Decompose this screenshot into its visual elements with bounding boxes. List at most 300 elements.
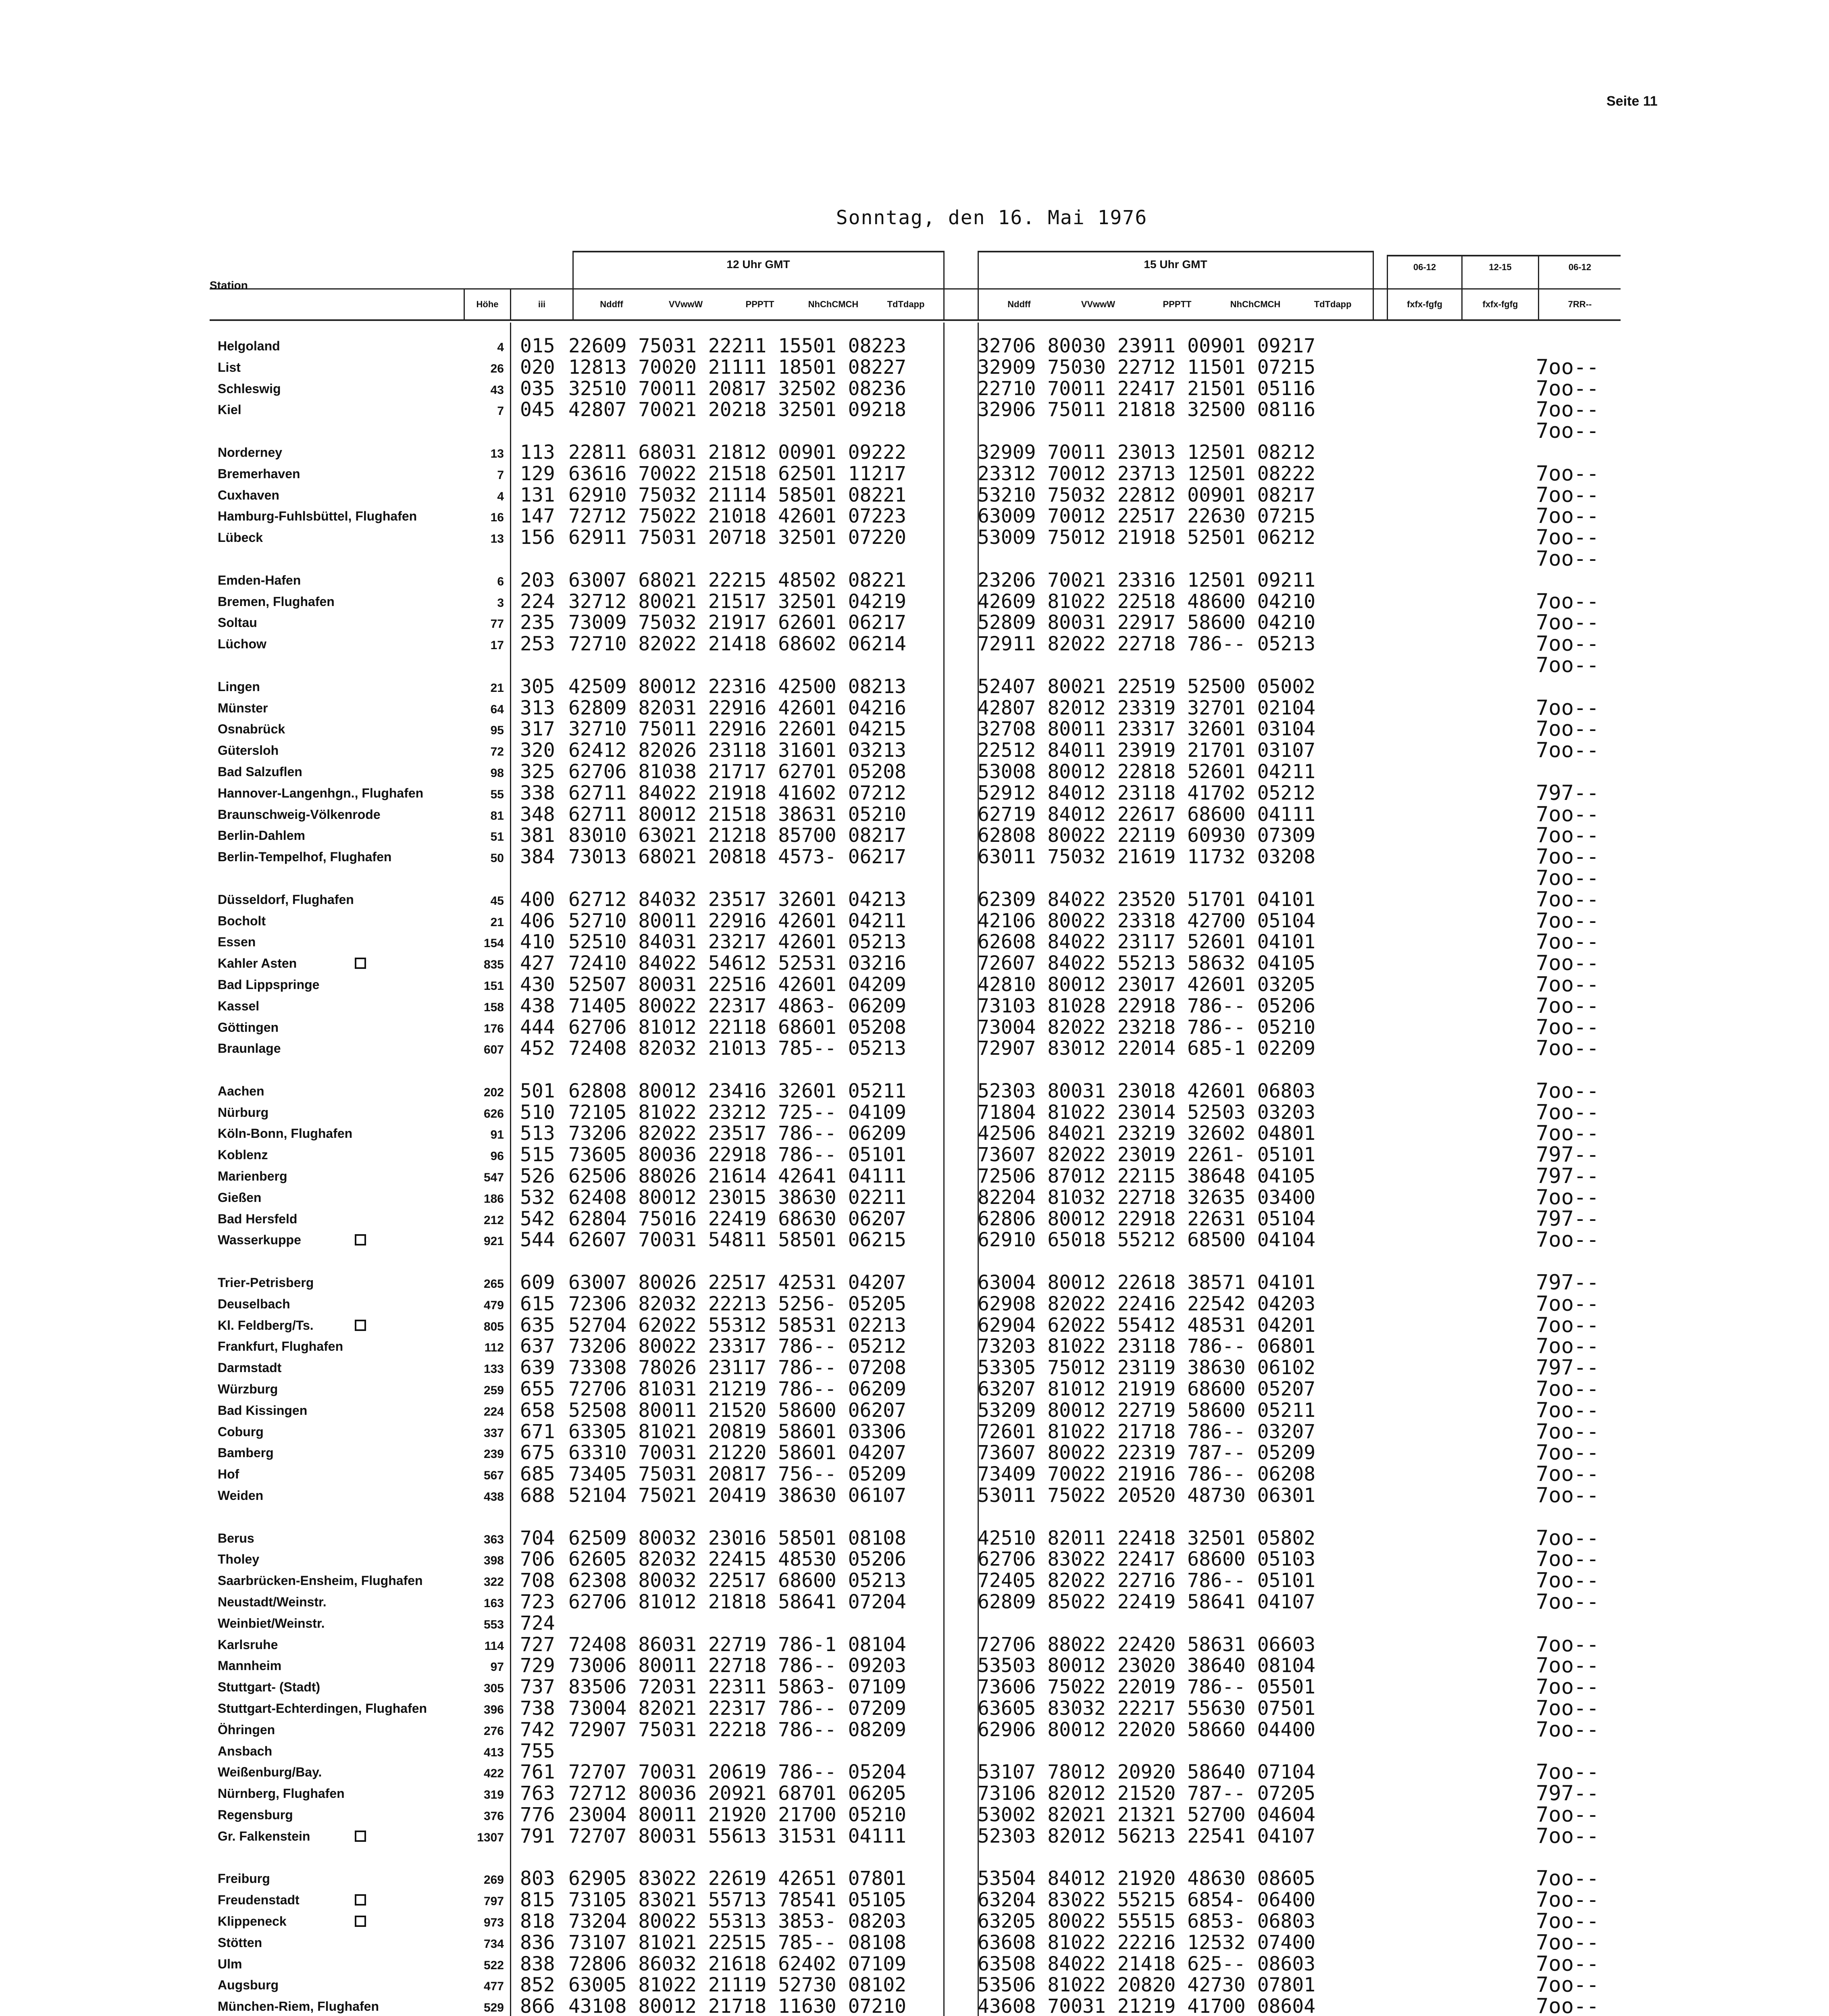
station-name: Ansbach: [218, 1743, 273, 1758]
station-height: 77: [490, 617, 504, 631]
header-gust-2: fxfx-fgfg: [1482, 299, 1518, 309]
square-icon: [355, 1320, 366, 1331]
obs-15: [978, 1251, 1381, 1272]
header-hoehe: Höhe: [476, 299, 499, 309]
precip-code: 7oo--: [1536, 1419, 1599, 1444]
station-height: 154: [483, 937, 504, 950]
station-height: 13: [490, 532, 504, 546]
station-row: [218, 761, 460, 783]
station-height: 202: [483, 1085, 504, 1099]
station-name: Düsseldorf, Flughafen: [218, 892, 354, 907]
station-height: 114: [484, 1639, 504, 1653]
obs-12: 62706 81012 21818 58641 07204: [568, 1591, 907, 1614]
obs-12: 72408 86031 22719 786-1 08104: [568, 1633, 907, 1656]
header-vline-7: [1387, 255, 1388, 320]
station-height: 133: [483, 1362, 504, 1376]
station-number: 253: [520, 633, 555, 656]
obs-12: 73006 80011 22718 786-- 09203: [568, 1654, 907, 1677]
station-height: [464, 1847, 504, 1868]
station-number: 655: [520, 1378, 555, 1401]
station-name: Helgoland: [218, 339, 280, 353]
obs-12: 62308 80032 22517 68600 05213: [568, 1569, 907, 1592]
station-name: Braunschweig-Völkenrode: [218, 807, 381, 822]
obs-15: 42807 82012 23319 32701 02104: [978, 696, 1316, 719]
station-number-column: [520, 335, 564, 2016]
station-number: 815: [520, 1889, 555, 1912]
station-name: Nürburg: [218, 1105, 269, 1120]
precip-code: [1536, 1613, 1617, 1634]
obs-15: 32706 80030 23911 00901 09217: [978, 335, 1316, 357]
obs-15: 22512 84011 23919 21701 03107: [978, 739, 1316, 762]
obs-12: 62412 82026 23118 31601 03213: [568, 739, 907, 762]
obs-15: 53002 82021 21321 52700 04604: [978, 1803, 1316, 1826]
station-number: [520, 1506, 564, 1528]
station-row: [218, 974, 460, 996]
page-number: Seite 11: [1606, 94, 1658, 109]
station-number: [520, 655, 564, 676]
station-name: Kahler Asten: [218, 956, 297, 971]
precip-code: 7oo--: [1536, 1866, 1599, 1891]
obs-12: 73004 82021 22317 786-- 07209: [568, 1697, 907, 1720]
station-number: 113: [520, 441, 555, 464]
station-number: 635: [520, 1314, 555, 1337]
station-number: [520, 868, 564, 889]
station-number: 444: [520, 1016, 555, 1039]
station-number: 348: [520, 803, 555, 826]
header-vline-9: [1538, 255, 1539, 320]
station-name: Freudenstadt: [218, 1893, 300, 1908]
header-vline-2: [510, 288, 511, 321]
station-number: 675: [520, 1441, 555, 1464]
station-name: Berlin-Dahlem: [218, 828, 305, 843]
station-height: 319: [483, 1788, 504, 1802]
obs-15: 42810 80012 23017 42601 03205: [978, 973, 1316, 996]
station-row: [218, 889, 460, 910]
station-height: 477: [483, 1980, 504, 1993]
station-number: 317: [520, 718, 555, 741]
obs-12: 71405 80022 22317 4863- 06209: [568, 994, 907, 1017]
obs-12: 83506 72031 22311 5863- 07109: [568, 1676, 907, 1699]
obs-15: [978, 1741, 1381, 1762]
station-row: [218, 527, 460, 548]
obs-15-utc-column: [978, 335, 1381, 2016]
obs-15: 73004 82022 23218 786-- 05210: [978, 1016, 1316, 1039]
obs-15: 72405 82022 22716 786-- 05101: [978, 1569, 1316, 1592]
station-height: 51: [490, 830, 504, 844]
station-height: 398: [483, 1554, 504, 1568]
obs-12: 72306 82032 22213 5256- 05205: [568, 1292, 907, 1315]
station-name: Cuxhaven: [218, 487, 279, 502]
station-row: [218, 1506, 460, 1528]
col-nddff-12: Nddff: [600, 299, 623, 309]
obs-15: [978, 548, 1381, 570]
obs-15: 62719 84012 22617 68600 04111: [978, 803, 1316, 826]
station-row: [218, 357, 460, 378]
station-height: 479: [483, 1298, 504, 1312]
station-number: 763: [520, 1782, 555, 1805]
station-row: [218, 1698, 460, 1719]
obs-12: 63616 70022 21518 62501 11217: [568, 462, 907, 485]
station-name: Bad Kissingen: [218, 1403, 308, 1418]
station-number: 430: [520, 973, 555, 996]
station-row: [218, 506, 460, 527]
station-height: 376: [483, 1809, 504, 1823]
station-row: [218, 953, 460, 974]
obs-12: 62804 75016 22419 68630 06207: [568, 1207, 907, 1230]
station-name: Berlin-Tempelhof, Flughafen: [218, 850, 392, 864]
station-number: [520, 548, 564, 570]
station-row: [218, 442, 460, 463]
precip-code: 7oo--: [1536, 419, 1599, 444]
station-name: Nürnberg, Flughafen: [218, 1786, 345, 1801]
header-rule-bottom: [210, 319, 1621, 321]
obs-12: 73107 81021 22515 785-- 08108: [568, 1931, 907, 1954]
station-number: [520, 1059, 564, 1081]
obs-12: 73013 68021 20818 4573- 06217: [568, 846, 907, 868]
station-row: [218, 1868, 460, 1889]
station-row: [218, 825, 460, 846]
obs-15: 82204 81032 22718 32635 03400: [978, 1186, 1316, 1209]
obs-12: 43108 80012 21718 11630 07210: [568, 1995, 907, 2016]
precip-code: 7oo--: [1536, 717, 1599, 741]
station-height: 607: [483, 1043, 504, 1057]
station-row: [218, 1549, 460, 1570]
station-row: [218, 846, 460, 868]
precip-code: 7oo--: [1536, 1441, 1599, 1465]
station-number: 723: [520, 1591, 555, 1614]
precip-code: 7oo--: [1536, 845, 1599, 869]
header-cols-15: [980, 299, 1371, 310]
square-icon: [355, 1916, 366, 1927]
precip-code: 797--: [1536, 1781, 1599, 1806]
station-row: [218, 485, 460, 506]
station-number: 637: [520, 1335, 555, 1358]
station-name: Gießen: [218, 1190, 262, 1205]
obs-12: 73105 83021 55713 78541 05105: [568, 1889, 907, 1912]
obs-12: 72408 82032 21013 785-- 05213: [568, 1037, 907, 1060]
obs-15: 62808 80022 22119 60930 07309: [978, 824, 1316, 847]
precip-code: 7oo--: [1536, 1802, 1599, 1827]
obs-15: 23206 70021 23316 12501 09211: [978, 569, 1316, 591]
header-rule-top-15: [978, 251, 1373, 252]
station-name: Mannheim: [218, 1658, 282, 1673]
station-name: Göttingen: [218, 1020, 279, 1035]
station-height: 567: [483, 1469, 504, 1483]
precip-code: 7oo--: [1536, 738, 1599, 763]
obs-12: 72410 84022 54612 52531 03216: [568, 952, 907, 975]
obs-15: 32708 80011 23317 32601 03104: [978, 718, 1316, 741]
precip-code: 7oo--: [1536, 632, 1599, 656]
station-name: List: [218, 360, 241, 375]
obs-15: 53210 75032 22812 00901 08217: [978, 483, 1316, 506]
station-number: 724: [520, 1612, 555, 1635]
station-number: 045: [520, 398, 555, 421]
station-row: [218, 612, 460, 633]
station-name: Köln-Bonn, Flughafen: [218, 1126, 353, 1141]
precip-code: 7oo--: [1536, 1334, 1599, 1359]
station-name: Lüchow: [218, 637, 266, 652]
obs-15: 62309 84022 23520 51701 04101: [978, 888, 1316, 911]
station-height: 45: [490, 894, 504, 908]
obs-15: 72907 83012 22014 685-1 02209: [978, 1037, 1316, 1060]
station-height: 16: [490, 511, 504, 525]
station-row: [218, 570, 460, 591]
precip-code: 7oo--: [1536, 610, 1599, 635]
station-height: 55: [490, 787, 504, 801]
obs-12: 72706 81031 21219 786-- 06209: [568, 1378, 907, 1401]
precip-code: 7oo--: [1536, 1036, 1599, 1061]
station-row: [218, 719, 460, 740]
station-name: Gütersloh: [218, 743, 279, 758]
obs-15: 53504 84012 21920 48630 08605: [978, 1867, 1316, 1890]
station-height: 81: [490, 809, 504, 823]
precip-code: 7oo--: [1536, 653, 1599, 677]
station-row: [218, 1911, 460, 1932]
precip-code: 7oo--: [1536, 1377, 1599, 1402]
obs-15: 32909 75030 22712 11501 07215: [978, 356, 1316, 379]
precip-code: 7oo--: [1536, 1888, 1599, 1912]
station-height: 21: [490, 681, 504, 695]
obs-15: 52407 80021 22519 52500 05002: [978, 675, 1316, 698]
obs-15: 53305 75012 23119 38630 06102: [978, 1356, 1316, 1379]
station-number: 313: [520, 696, 555, 719]
obs-12: 72707 80031 55613 31531 04111: [568, 1824, 907, 1847]
obs-12: 73009 75032 21917 62601 06217: [568, 611, 907, 634]
station-row: [218, 1741, 460, 1762]
station-number: 147: [520, 505, 555, 528]
station-name: Bad Salzuflen: [218, 764, 302, 779]
station-name: Deuselbach: [218, 1296, 290, 1311]
station-row: [218, 1315, 460, 1336]
station-row: [218, 1421, 460, 1443]
station-height: [464, 868, 504, 889]
station-number: 836: [520, 1931, 555, 1954]
obs-15: 32906 75011 21818 32500 08116: [978, 398, 1316, 421]
station-row: [218, 910, 460, 932]
station-number: 791: [520, 1824, 555, 1847]
station-number: 755: [520, 1739, 555, 1762]
station-height: 43: [490, 383, 504, 397]
station-number: 761: [520, 1761, 555, 1784]
obs-12: 72806 86032 21618 62402 07109: [568, 1952, 907, 1975]
station-number: 452: [520, 1037, 555, 1060]
station-name: München-Riem, Flughafen: [218, 1999, 379, 2014]
station-row: [218, 1528, 460, 1549]
obs-12: 32510 70011 20817 32502 08236: [568, 377, 907, 400]
station-row: [218, 1166, 460, 1187]
station-name: Freiburg: [218, 1871, 270, 1886]
obs-12: 42807 70021 20218 32501 09218: [568, 398, 907, 421]
station-number: 235: [520, 611, 555, 634]
station-height: 734: [483, 1937, 504, 1951]
station-row: [218, 1847, 460, 1868]
obs-12: 62711 80012 21518 38631 05210: [568, 803, 907, 826]
obs-12: 72707 70031 20619 786-- 05204: [568, 1761, 907, 1784]
precip-code: 7oo--: [1536, 1632, 1599, 1657]
station-number: 639: [520, 1356, 555, 1379]
precip-code: 7oo--: [1536, 1228, 1599, 1252]
station-height: [464, 1251, 504, 1272]
col-vvwww-12: VVwwW: [668, 299, 703, 309]
obs-12: 62808 80012 23416 32601 05211: [568, 1079, 907, 1102]
precip-code: 7oo--: [1536, 546, 1599, 571]
station-number: 803: [520, 1867, 555, 1890]
obs-15: 63205 80022 55515 6853- 06803: [978, 1910, 1316, 1933]
header-station: Station: [210, 279, 248, 292]
station-name: Regensburg: [218, 1807, 293, 1822]
station-row: [218, 1251, 460, 1272]
header-rr: 7RR--: [1568, 299, 1592, 309]
station-number: 513: [520, 1122, 555, 1145]
station-height: 547: [483, 1171, 504, 1185]
obs-15: 23312 70012 23713 12501 08222: [978, 462, 1316, 485]
station-row: [218, 463, 460, 485]
station-number: 384: [520, 846, 555, 868]
col-vvwww-15: VVwwW: [1081, 299, 1115, 309]
precip-code: 7oo--: [1536, 1185, 1599, 1210]
station-number: 020: [520, 356, 555, 379]
station-name: Coburg: [218, 1424, 264, 1439]
station-number: 438: [520, 994, 555, 1017]
square-icon: [355, 1894, 366, 1906]
col-tdapp-12: TdTdapp: [887, 299, 925, 309]
station-row: [218, 1081, 460, 1102]
obs-12: 73204 80022 55313 3853- 08203: [568, 1910, 907, 1933]
station-height: 259: [483, 1384, 504, 1397]
station-name: Kassel: [218, 998, 260, 1013]
station-row: [218, 783, 460, 804]
page-title: Sonntag, den 16. Mai 1976: [836, 206, 1148, 229]
obs-12: 23004 80011 21920 21700 05210: [568, 1803, 907, 1826]
header-cols-12: [574, 299, 942, 310]
square-icon: [355, 1831, 366, 1842]
precip-code: 7oo--: [1536, 887, 1599, 912]
station-height: 50: [490, 852, 504, 865]
station-height: 91: [490, 1128, 504, 1142]
col-tdapp-15: TdTdapp: [1314, 299, 1352, 309]
obs-12: 62905 83022 22619 42651 07801: [568, 1867, 907, 1890]
station-number: 224: [520, 590, 555, 613]
precip-code: 7oo--: [1536, 1909, 1599, 1933]
header-12-15: 12-15: [1489, 262, 1512, 272]
obs-15: 62906 80012 22020 58660 04400: [978, 1718, 1316, 1741]
station-number: 325: [520, 760, 555, 783]
station-number: [520, 421, 564, 442]
obs-15: 22710 70011 22417 21501 05116: [978, 377, 1316, 400]
station-name: Weißenburg/Bay.: [218, 1765, 322, 1780]
precip-code: 7oo--: [1536, 355, 1599, 379]
station-name: Stuttgart-Echterdingen, Flughafen: [218, 1701, 427, 1716]
station-height: 438: [483, 1490, 504, 1504]
station-row: [218, 1187, 460, 1208]
precip-code: 797--: [1536, 1356, 1599, 1380]
station-row: [218, 421, 460, 442]
obs-15: 63605 83032 22217 55630 07501: [978, 1697, 1316, 1720]
station-number: 738: [520, 1697, 555, 1720]
station-row: [218, 1442, 460, 1464]
station-row: [218, 1932, 460, 1954]
precip-code: 7oo--: [1536, 483, 1599, 507]
obs-15: 42510 82011 22418 32501 05802: [978, 1527, 1316, 1549]
station-name: Öhringen: [218, 1722, 275, 1737]
obs-12: 22811 68031 21812 00901 09222: [568, 441, 907, 464]
obs-12: 63007 80026 22517 42531 04207: [568, 1271, 907, 1294]
precip-code: 7oo--: [1536, 1547, 1599, 1572]
precip-code: 7oo--: [1536, 1313, 1599, 1337]
obs-12: [568, 868, 951, 889]
station-number: 706: [520, 1548, 555, 1571]
obs-15: 73607 82022 23019 2261- 05101: [978, 1143, 1316, 1166]
station-height: 363: [483, 1533, 504, 1546]
station-height: 96: [490, 1150, 504, 1163]
obs-12: 52507 80031 22516 42601 04209: [568, 973, 907, 996]
station-height: 4: [497, 489, 504, 503]
obs-15: 72911 82022 22718 786-- 05213: [978, 633, 1316, 656]
station-row: [218, 1613, 460, 1634]
station-number: 400: [520, 888, 555, 911]
col-ppptt-15: PPPTT: [1163, 299, 1192, 309]
obs-12: 62809 82031 22916 42601 04216: [568, 696, 907, 719]
station-number: 818: [520, 1910, 555, 1933]
obs-12: 72907 75031 22218 786-- 08209: [568, 1718, 907, 1741]
precip-code: 7oo--: [1536, 696, 1599, 720]
station-row: [218, 1889, 460, 1911]
obs-12: 73405 75031 20817 756-- 05209: [568, 1463, 907, 1486]
obs-15: 73409 70022 21916 786-- 06208: [978, 1463, 1316, 1486]
station-name: Bocholt: [218, 913, 266, 928]
obs-15: 53503 80012 23020 38640 08104: [978, 1654, 1316, 1677]
station-row: [218, 931, 460, 953]
station-name: Norderney: [218, 445, 283, 460]
station-number: 615: [520, 1292, 555, 1315]
header-06-12-rr: 06-12: [1568, 262, 1592, 272]
station-name: Frankfurt, Flughafen: [218, 1339, 343, 1354]
station-height: 98: [490, 766, 504, 780]
obs-15: 73106 82012 21520 787-- 07205: [978, 1782, 1316, 1805]
precip-code: [1536, 676, 1617, 698]
obs-15: 53107 78012 20920 58640 07104: [978, 1761, 1316, 1784]
obs-12: 83010 63021 21218 85700 08217: [568, 824, 907, 847]
station-name: Bamberg: [218, 1445, 274, 1460]
station-height: 797: [483, 1895, 504, 1908]
precip-code: 7oo--: [1536, 1973, 1599, 1997]
obs-12: 62607 70031 54811 58501 06215: [568, 1229, 907, 1252]
station-name: Hamburg-Fuhlsbüttel, Flughafen: [218, 509, 417, 524]
hoehe-column: [464, 335, 504, 2016]
station-number: 544: [520, 1229, 555, 1252]
station-row: [218, 1762, 460, 1783]
station-name: Marienberg: [218, 1169, 287, 1184]
station-name: Weinbiet/Weinstr.: [218, 1616, 325, 1631]
station-name: Lingen: [218, 679, 260, 694]
obs-12: 62506 88026 21614 42641 04111: [568, 1165, 907, 1188]
header-gust-1: fxfx-fgfg: [1407, 299, 1442, 309]
station-height: 269: [483, 1873, 504, 1887]
station-name: Bad Lippspringe: [218, 977, 320, 992]
precip-code: 7oo--: [1536, 589, 1599, 614]
station-row: [218, 1293, 460, 1315]
station-row: [218, 1357, 460, 1379]
obs-15: 53506 81022 20820 42730 07801: [978, 1974, 1316, 1997]
obs-15: 62809 85022 22419 58641 04107: [978, 1591, 1316, 1614]
obs-12: 63310 70031 21220 58601 04207: [568, 1441, 907, 1464]
station-number: 776: [520, 1803, 555, 1826]
precip-code: 7oo--: [1536, 1121, 1599, 1146]
station-number: [520, 1251, 564, 1272]
precip-code: 7oo--: [1536, 1675, 1599, 1699]
station-name: Klippeneck: [218, 1914, 287, 1929]
precip-code: 7oo--: [1536, 1526, 1599, 1550]
